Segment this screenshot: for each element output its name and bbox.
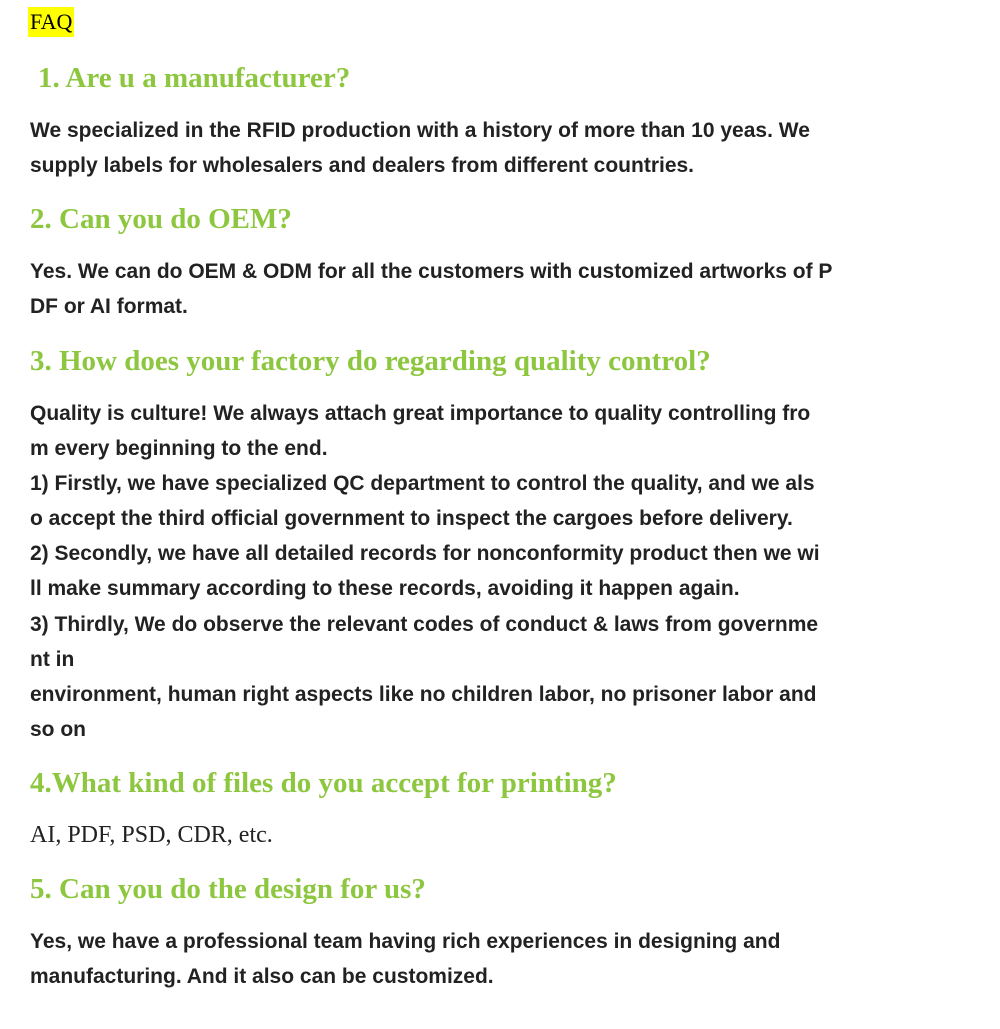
question-4: 4.What kind of files do you accept for printing? [30,767,617,799]
answer-1-line-2: supply labels for wholesalers and dealers from different countries. [30,154,695,177]
answer-3-line-10: so on [30,718,86,741]
answer-1-line-1: We specialized in the RFID production with a history of more than 10 yeas. We [30,119,810,142]
answer-3-line-2: m every beginning to the end. [30,437,328,460]
question-5: 5. Can you do the design for us? [30,873,426,905]
question-2: 2. Can you do OEM? [30,203,292,235]
answer-3-line-3: 1) Firstly, we have specialized QC department to control the quality, and we als [30,472,815,495]
answer-3-line-4: o accept the third official government to inspect the cargoes before delivery. [30,507,793,530]
answer-3-line-1: Quality is culture! We always attach great importance to quality controlling fro [30,402,811,425]
answer-5-line-2: manufacturing. And it also can be customized. [30,965,494,988]
faq-label: FAQ [28,7,74,37]
answer-3-line-7: 3) Thirdly, We do observe the relevant codes of conduct & laws from governme [30,613,819,636]
answer-4-line-1: AI, PDF, PSD, CDR, etc. [30,822,273,848]
answer-3-line-6: ll make summary according to these records, avoiding it happen again. [30,577,740,600]
answer-3-line-9: environment, human right aspects like no children labor, no prisoner labor and [30,683,817,706]
answer-5-line-1: Yes, we have a professional team having rich experiences in designing and [30,930,781,953]
question-3: 3. How does your factory do regarding quality control? [30,345,711,377]
question-1: 1. Are u a manufacturer? [38,62,351,94]
answer-3-line-5: 2) Secondly, we have all detailed records for nonconformity product then we wi [30,542,820,565]
answer-2-line-1: Yes. We can do OEM & ODM for all the customers with customized artworks of P [30,260,833,283]
answer-3-line-8: nt in [30,648,75,671]
answer-2-line-2: DF or AI format. [30,295,188,318]
